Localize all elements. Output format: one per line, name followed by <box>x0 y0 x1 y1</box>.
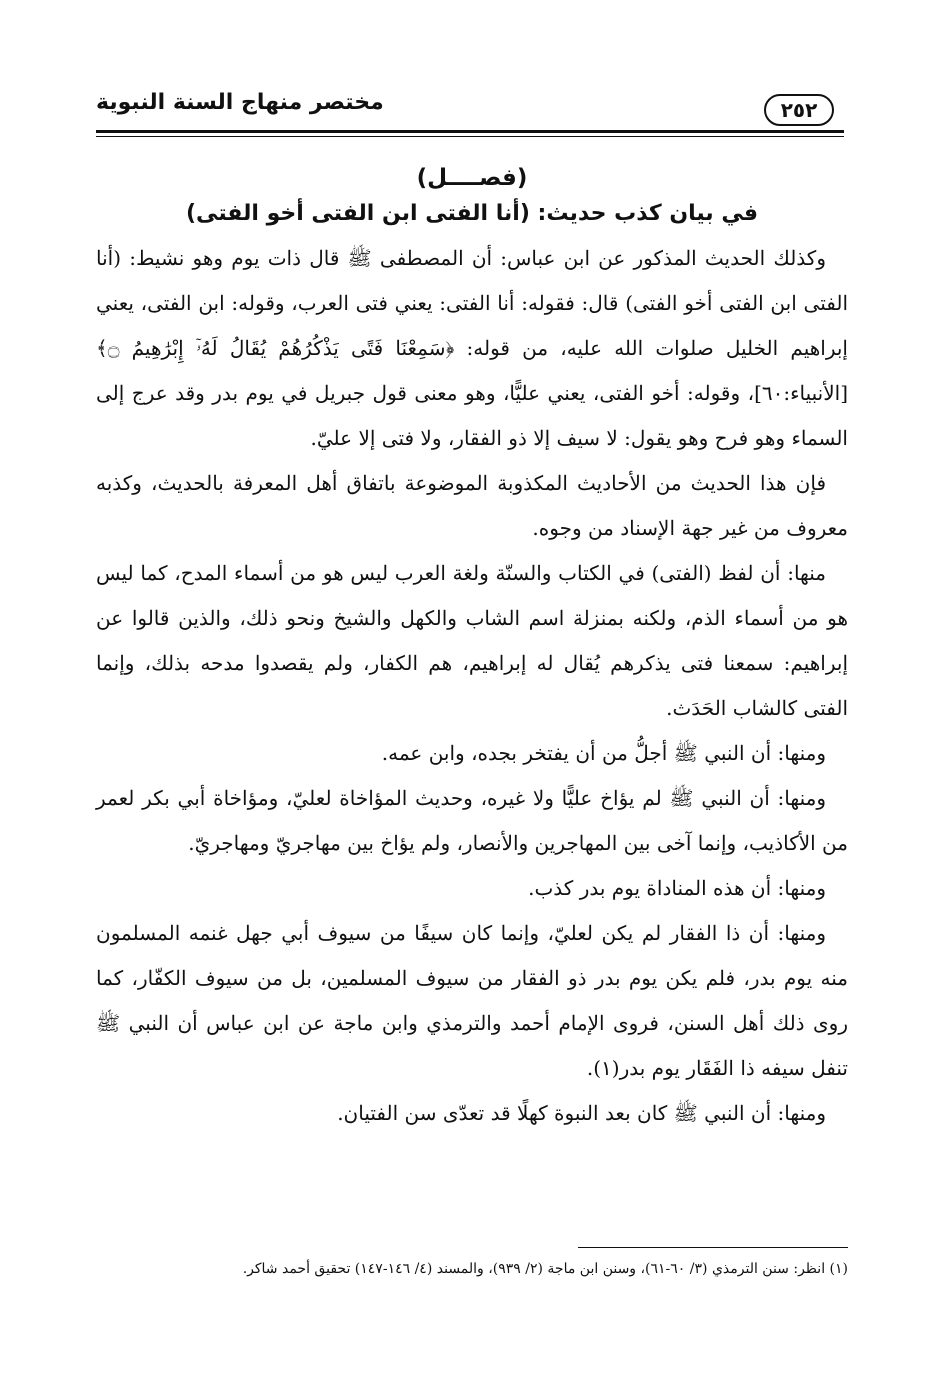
book-title: مختصر منهاج السنة النبوية <box>96 90 384 115</box>
paragraph: منها: أن لفظ (الفتى) في الكتاب والسنّة ولغة العرب ليس هو من أسماء المدح، كما ليس هو من أسماء الذم، ولكنه بمنزلة اسم الشاب والكهل والشيخ ونحو ذلك، والذين قالوا عن إبراهيم: سمعنا فتى يذكرهم يُقال له إبراهيم، هم الكفار، ولم يقصدوا مدحه بذلك، وإنما الفتى كالشاب الحَدَث. <box>96 561 848 720</box>
section-subtitle: في بيان كذب حديث: (أنا الفتى ابن الفتى أخو الفتى) <box>186 201 758 226</box>
paragraph: ومنها: أن النبي ﷺ لم يؤاخ عليًّا ولا غيره، وحديث المؤاخاة لعليّ، ومؤاخاة أبي بكر لعمر من الأكاذيب، وإنما آخى بين المهاجرين والأنصار، ولم يؤاخ بين مهاجريّ ومهاجريّ. <box>96 786 848 855</box>
paragraph: فإن هذا الحديث من الأحاديث المكذوبة الموضوعة باتفاق أهل المعرفة بالحديث، وكذبه معروف من غير جهة الإسناد من وجوه. <box>96 471 848 540</box>
paragraph: ومنها: أن النبي ﷺ أجلُّ من أن يفتخر بجده، وابن عمه. <box>381 741 826 765</box>
paragraph: ومنها: أن النبي ﷺ كان بعد النبوة كهلًا قد تعدّى سن الفتيان. <box>337 1101 826 1125</box>
footnote: (١) انظر: سنن الترمذي (٣/ ٦٠-٦١)، وسنن ابن ماجة (٢/ ٩٣٩)، والمسند (٤/ ١٤٦-١٤٧) تحقيق أحمد شاكر. <box>242 1261 848 1277</box>
section-title: (فصــــل) <box>416 165 528 191</box>
paragraph: وكذلك الحديث المذكور عن ابن عباس: أن المصطفى ﷺ قال ذات يوم وهو نشيط: (أنا الفتى ابن الفتى أخو الفتى) قال: فقوله: أنا الفتى: يعني فتى العرب، وقوله: ابن الفتى، يعني إبراهيم الخليل صلوات الله عليه، من قوله: ﴿سَمِعْنَا فَتًى يَذْكُرُهُمْ يُقَالُ لَهُۥٓ إِبْرَٰهِيمُ ۝﴾ [الأنبياء:٦٠]، وقوله: أخو الفتى، يعني عليًّا، وهو معنى قول جبريل في يوم بدر وقد عرج إلى السماء وهو فرح وهو يقول: لا سيف إلا ذو الفقار، ولا فتى إلا عليّ. <box>96 246 848 450</box>
footnote-separator <box>578 1247 848 1248</box>
header-rule-thin <box>96 136 844 137</box>
paragraph: ومنها: أن ذا الفقار لم يكن لعليّ، وإنما كان سيفًا من سيوف أبي جهل غنمه المسلمون منه يوم بدر، فلم يكن يوم بدر ذو الفقار من سيوف المسلمين، بل من سيوف الكفّار، كما روى ذلك أهل السنن، فروى الإمام أحمد والترمذي وابن ماجة عن ابن عباس أن النبي ﷺ تنفل سيفه ذا الفَقَار يوم بدر(١). <box>96 921 848 1080</box>
paragraph: ومنها: أن هذه المناداة يوم بدر كذب. <box>528 876 826 900</box>
header-rule <box>96 130 844 133</box>
page-number: ٢٥٢ <box>764 94 834 126</box>
page-body <box>96 160 848 1136</box>
page-header <box>96 84 844 136</box>
